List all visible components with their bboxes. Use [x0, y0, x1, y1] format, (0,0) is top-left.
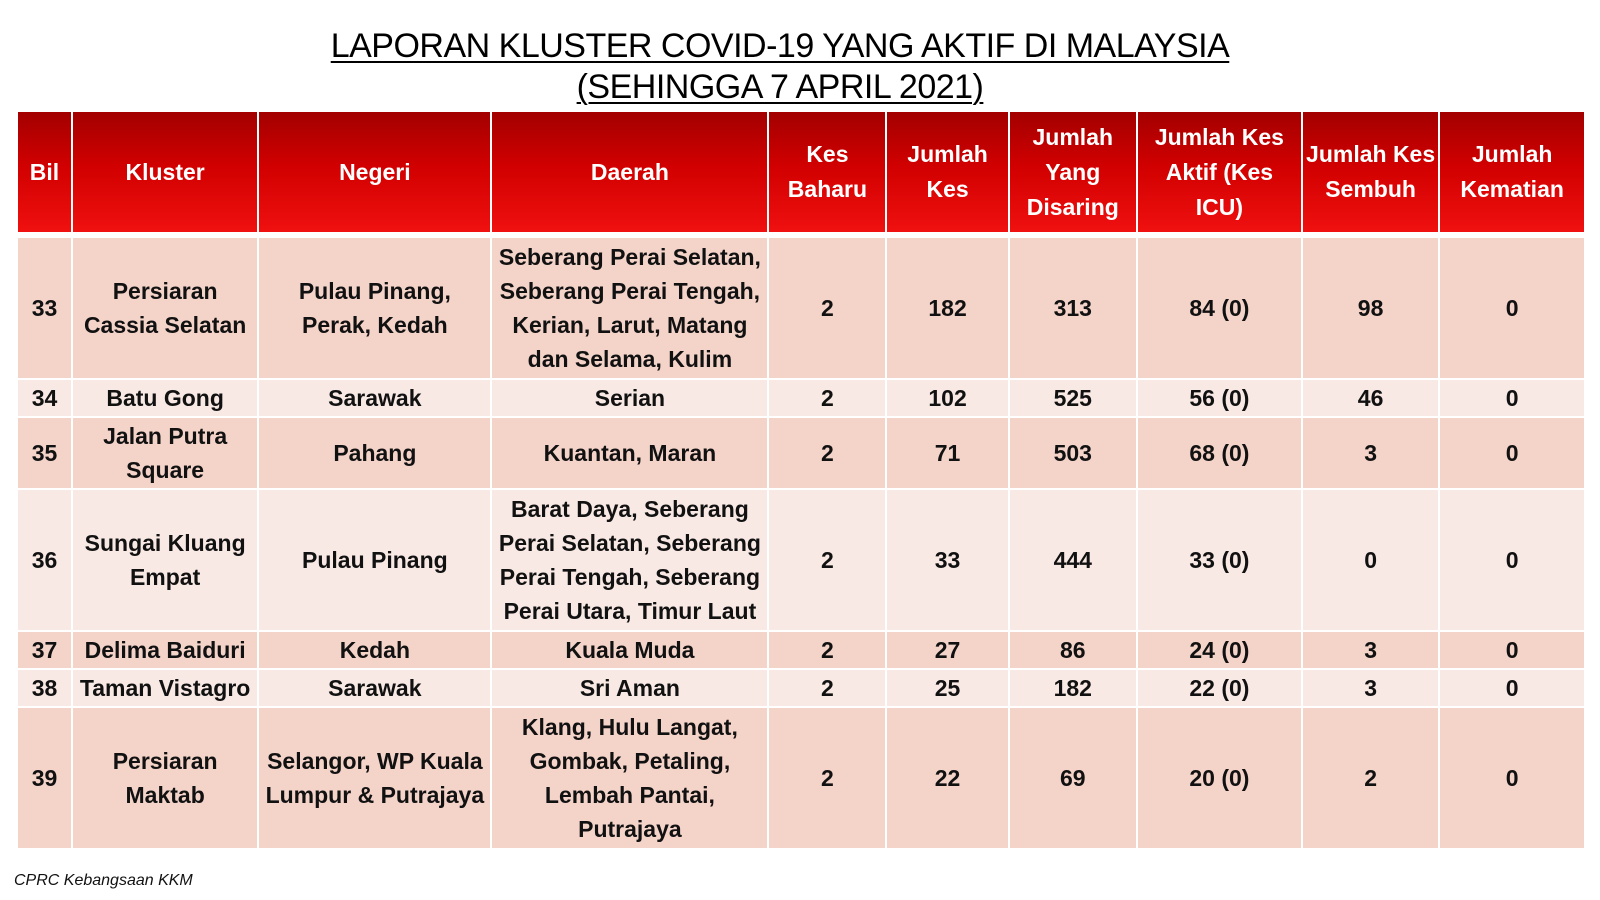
cell-bil: 39: [17, 707, 72, 849]
cell-kematian: 0: [1439, 417, 1585, 489]
cell-kematian: 0: [1439, 235, 1585, 379]
cell-kluster: Persiaran Cassia Selatan: [72, 235, 258, 379]
table-row: [17, 669, 1585, 707]
cell-kes-baharu: 2: [768, 669, 886, 707]
report-title-line1: LAPORAN KLUSTER COVID-19 YANG AKTIF DI MALAYSIA: [330, 27, 1230, 65]
table-row: [17, 707, 1585, 849]
table-row: [17, 631, 1585, 669]
cell-kes-sembuh: 3: [1302, 669, 1439, 707]
header-bil: Bil: [17, 111, 72, 235]
cell-jumlah-disaring: 182: [1009, 669, 1137, 707]
table-row: [17, 235, 1585, 379]
cell-negeri: Selangor, WP Kuala Lumpur & Putrajaya: [258, 707, 491, 849]
cell-jumlah-kes: 182: [886, 235, 1008, 379]
cell-jumlah-kes: 25: [886, 669, 1008, 707]
table-row: [17, 417, 1585, 489]
cell-kes-sembuh: 98: [1302, 235, 1439, 379]
cluster-table: [16, 110, 1586, 850]
cell-jumlah-disaring: 313: [1009, 235, 1137, 379]
header-kluster: Kluster: [72, 111, 258, 235]
cell-kes-baharu: 2: [768, 417, 886, 489]
header-daerah: Daerah: [491, 111, 768, 235]
cell-kes-baharu: 2: [768, 379, 886, 417]
header-jumlah-kes: Jumlah Kes: [886, 111, 1008, 235]
header-negeri: Negeri: [258, 111, 491, 235]
cell-kes-baharu: 2: [768, 489, 886, 631]
cell-jumlah-kes: 102: [886, 379, 1008, 417]
cell-kes-baharu: 2: [768, 631, 886, 669]
cell-kluster: Jalan Putra Square: [72, 417, 258, 489]
cell-jumlah-disaring: 86: [1009, 631, 1137, 669]
header-kes-baharu: Kes Baharu: [768, 111, 886, 235]
cell-negeri: Kedah: [258, 631, 491, 669]
header-kes-sembuh: Jumlah Kes Sembuh: [1302, 111, 1439, 235]
cell-negeri: Pulau Pinang: [258, 489, 491, 631]
cell-jumlah-disaring: 69: [1009, 707, 1137, 849]
cell-kes-aktif: 20 (0): [1137, 707, 1302, 849]
table-row: [17, 489, 1585, 631]
source-note: CPRC Kebangsaan KKM: [14, 872, 193, 889]
cell-kes-sembuh: 3: [1302, 417, 1439, 489]
cell-bil: 33: [17, 235, 72, 379]
cell-negeri: Pahang: [258, 417, 491, 489]
cell-kematian: 0: [1439, 631, 1585, 669]
cell-kematian: 0: [1439, 379, 1585, 417]
cell-kes-sembuh: 2: [1302, 707, 1439, 849]
cell-kes-aktif: 22 (0): [1137, 669, 1302, 707]
cell-kluster: Taman Vistagro: [72, 669, 258, 707]
header-kes-aktif: Jumlah Kes Aktif (Kes ICU): [1137, 111, 1302, 235]
cell-kes-aktif: 84 (0): [1137, 235, 1302, 379]
header-jumlah-disaring: Jumlah Yang Disaring: [1009, 111, 1137, 235]
cell-jumlah-kes: 33: [886, 489, 1008, 631]
cell-daerah: Sri Aman: [491, 669, 768, 707]
cell-kes-baharu: 2: [768, 235, 886, 379]
cell-negeri: Sarawak: [258, 379, 491, 417]
cell-daerah: Kuantan, Maran: [491, 417, 768, 489]
cell-bil: 36: [17, 489, 72, 631]
cell-jumlah-kes: 71: [886, 417, 1008, 489]
table-header-row: [17, 111, 1585, 235]
cell-daerah: Barat Daya, Seberang Perai Selatan, Seberang Perai Tengah, Seberang Perai Utara, Timur Laut: [491, 489, 768, 631]
cell-kluster: Persiaran Maktab: [72, 707, 258, 849]
cell-jumlah-kes: 27: [886, 631, 1008, 669]
cell-daerah: Serian: [491, 379, 768, 417]
cell-bil: 35: [17, 417, 72, 489]
cell-kes-baharu: 2: [768, 707, 886, 849]
header-kematian: Jumlah Kematian: [1439, 111, 1585, 235]
report-title: [0, 26, 1560, 108]
cell-daerah: Kuala Muda: [491, 631, 768, 669]
cell-kluster: Batu Gong: [72, 379, 258, 417]
cell-jumlah-kes: 22: [886, 707, 1008, 849]
cell-kes-sembuh: 0: [1302, 489, 1439, 631]
cell-kematian: 0: [1439, 669, 1585, 707]
cell-jumlah-disaring: 525: [1009, 379, 1137, 417]
cell-daerah: Klang, Hulu Langat, Gombak, Petaling, Lembah Pantai, Putrajaya: [491, 707, 768, 849]
cell-kes-sembuh: 3: [1302, 631, 1439, 669]
cell-bil: 37: [17, 631, 72, 669]
cell-kes-aktif: 33 (0): [1137, 489, 1302, 631]
cell-kes-aktif: 56 (0): [1137, 379, 1302, 417]
cell-jumlah-disaring: 444: [1009, 489, 1137, 631]
cell-kes-aktif: 24 (0): [1137, 631, 1302, 669]
cell-kes-sembuh: 46: [1302, 379, 1439, 417]
cell-jumlah-disaring: 503: [1009, 417, 1137, 489]
cell-kematian: 0: [1439, 707, 1585, 849]
table-row: [17, 379, 1585, 417]
report-title-line2: (SEHINGGA 7 APRIL 2021): [576, 68, 984, 106]
cell-bil: 38: [17, 669, 72, 707]
cell-kluster: Delima Baiduri: [72, 631, 258, 669]
cell-negeri: Sarawak: [258, 669, 491, 707]
cell-bil: 34: [17, 379, 72, 417]
cell-kes-aktif: 68 (0): [1137, 417, 1302, 489]
cell-kematian: 0: [1439, 489, 1585, 631]
cell-negeri: Pulau Pinang, Perak, Kedah: [258, 235, 491, 379]
cell-daerah: Seberang Perai Selatan, Seberang Perai Tengah, Kerian, Larut, Matang dan Selama, Kulim: [491, 235, 768, 379]
cell-kluster: Sungai Kluang Empat: [72, 489, 258, 631]
